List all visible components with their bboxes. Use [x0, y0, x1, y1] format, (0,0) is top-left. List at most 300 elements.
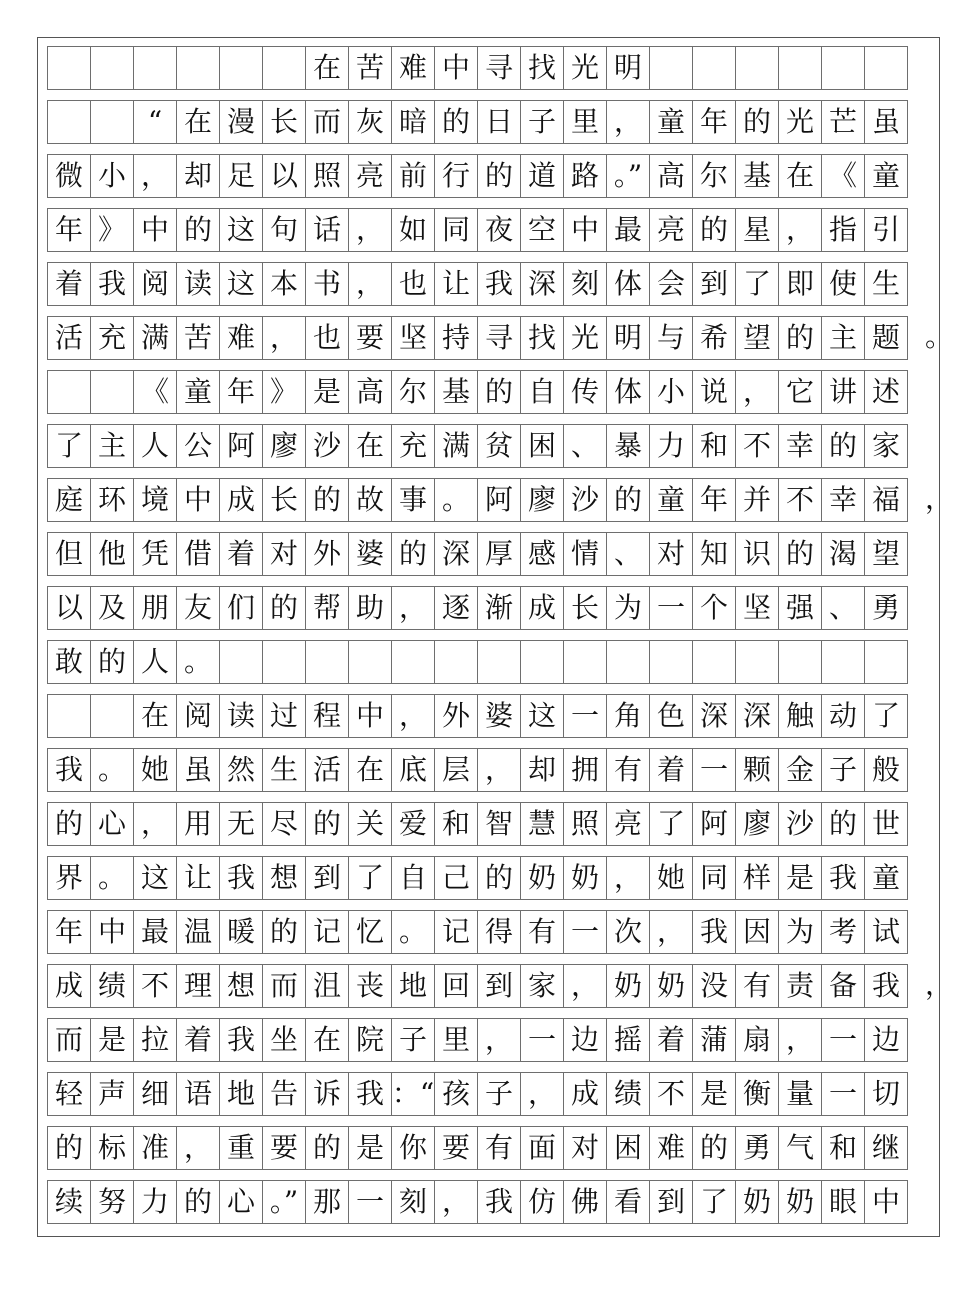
- grid-cell-char: ，: [477, 748, 521, 792]
- title-char: 难: [391, 46, 435, 90]
- grid-cell-char: 廖: [262, 424, 306, 468]
- grid-cell-char: 会: [649, 262, 693, 306]
- grid-cell-char: 凭: [133, 532, 177, 576]
- grid-cell-char: 到: [692, 262, 736, 306]
- grid-cell-char: 中: [563, 208, 607, 252]
- grid-cell-char: 然: [219, 748, 263, 792]
- grid-row: [47, 802, 908, 846]
- grid-cell-char: 望: [864, 532, 908, 576]
- grid-cell-char: 漫: [219, 100, 263, 144]
- grid-cell-char: 有: [735, 964, 779, 1008]
- grid-cell-char: 廖: [520, 478, 564, 522]
- grid-cell-char: 同: [692, 856, 736, 900]
- grid-cell-char: 界: [47, 856, 91, 900]
- grid-cell-char: 童: [649, 478, 693, 522]
- grid-cell-char: 助: [348, 586, 392, 630]
- grid-cell-char: 明: [606, 316, 650, 360]
- grid-cell-char: 不: [778, 478, 822, 522]
- grid-cell-char: 颗: [735, 748, 779, 792]
- grid-cell-char: 触: [778, 694, 822, 738]
- grid-cell-char: 坚: [391, 316, 435, 360]
- grid-cell-char: 持: [434, 316, 478, 360]
- grid-cell-char: 《: [133, 370, 177, 414]
- grid-row: [47, 1072, 908, 1116]
- grid-cell-char: 也: [391, 262, 435, 306]
- grid-cell-empty: [219, 640, 263, 684]
- grid-cell-char: 我: [219, 856, 263, 900]
- grid-cell-char: 却: [520, 748, 564, 792]
- grid-cell-char: 渐: [477, 586, 521, 630]
- grid-cell-char: 那: [305, 1180, 349, 1224]
- grid-cell-char: 你: [391, 1126, 435, 1170]
- grid-cell-char: 要: [434, 1126, 478, 1170]
- grid-cell-char: 个: [692, 586, 736, 630]
- grid-cell-empty: [692, 640, 736, 684]
- grid-cell-char: 日: [477, 100, 521, 144]
- grid-cell-char: 本: [262, 262, 306, 306]
- grid-cell-char: 照: [563, 802, 607, 846]
- grid-cell-char: 奶: [735, 1180, 779, 1224]
- grid-cell-char: 的: [477, 856, 521, 900]
- grid-cell-char: 阅: [133, 262, 177, 306]
- grid-cell-char: 用: [176, 802, 220, 846]
- grid-row: [47, 586, 908, 630]
- grid-cell-char: 次: [606, 910, 650, 954]
- grid-cell-char: 地: [391, 964, 435, 1008]
- grid-cell-char: 着: [176, 1018, 220, 1062]
- grid-cell-char: ，: [348, 262, 392, 306]
- grid-cell-char: 着: [219, 532, 263, 576]
- grid-cell-char: 眼: [821, 1180, 865, 1224]
- grid-cell-char: 这: [520, 694, 564, 738]
- grid-cell-char: 的: [692, 1126, 736, 1170]
- grid-cell-char: 到: [305, 856, 349, 900]
- grid-cell-char: 希: [692, 316, 736, 360]
- grid-cell-char: 底: [391, 748, 435, 792]
- grid-row: [47, 208, 908, 252]
- grid-cell-char: 理: [176, 964, 220, 1008]
- grid-cell-char: 量: [778, 1072, 822, 1116]
- grid-cell-char: 路: [563, 154, 607, 198]
- grid-cell-char: 长: [262, 100, 306, 144]
- grid-cell-char: 我: [477, 262, 521, 306]
- grid-cell-empty: [47, 370, 91, 414]
- grid-cell-char: 阿: [477, 478, 521, 522]
- grid-cell-char: 高: [649, 154, 693, 198]
- grid-cell-char: 着: [47, 262, 91, 306]
- grid-cell-char: 境: [133, 478, 177, 522]
- grid-cell-empty: [262, 46, 306, 90]
- grid-cell-char: 温: [176, 910, 220, 954]
- grid-cell-char: 为: [606, 586, 650, 630]
- grid-cell-char: 沙: [563, 478, 607, 522]
- grid-cell-char: ：“: [391, 1072, 435, 1116]
- grid-cell-char: 一: [692, 748, 736, 792]
- grid-cell-char: 让: [434, 262, 478, 306]
- grid-row: [47, 154, 908, 198]
- grid-row: [47, 910, 908, 954]
- grid-cell-char: 力: [133, 1180, 177, 1224]
- grid-cell-char: 读: [176, 262, 220, 306]
- grid-cell-char: 他: [90, 532, 134, 576]
- grid-cell-char: 拉: [133, 1018, 177, 1062]
- grid-cell-char: 看: [606, 1180, 650, 1224]
- grid-cell-char: 诉: [305, 1072, 349, 1116]
- grid-cell-char: 勇: [735, 1126, 779, 1170]
- grid-cell-char: 福: [864, 478, 908, 522]
- grid-cell-char: 的: [47, 1126, 91, 1170]
- grid-cell-char: 环: [90, 478, 134, 522]
- grid-cell-char: 一: [649, 586, 693, 630]
- grid-cell-char: 这: [219, 208, 263, 252]
- grid-row: [47, 748, 908, 792]
- grid-cell-char: 世: [864, 802, 908, 846]
- grid-cell-char: 以: [47, 586, 91, 630]
- grid-cell-char: 基: [735, 154, 779, 198]
- grid-cell-char: 尽: [262, 802, 306, 846]
- grid-cell-char: 却: [176, 154, 220, 198]
- grid-cell-empty: [348, 640, 392, 684]
- grid-cell-char: 敢: [47, 640, 91, 684]
- margin-punctuation: 。: [925, 320, 954, 353]
- grid-cell-char: 扇: [735, 1018, 779, 1062]
- grid-cell-char: 道: [520, 154, 564, 198]
- grid-cell-empty: [47, 694, 91, 738]
- grid-cell-char: 强: [778, 586, 822, 630]
- grid-cell-char: 事: [391, 478, 435, 522]
- grid-cell-char: 阅: [176, 694, 220, 738]
- grid-cell-char: 暗: [391, 100, 435, 144]
- grid-row: [47, 100, 908, 144]
- grid-cell-char: 子: [477, 1072, 521, 1116]
- grid-cell-empty: [391, 640, 435, 684]
- grid-cell-char: 责: [778, 964, 822, 1008]
- grid-cell-char: 小: [649, 370, 693, 414]
- grid-cell-empty: [90, 370, 134, 414]
- grid-cell-empty: [262, 640, 306, 684]
- grid-cell-char: 中: [90, 910, 134, 954]
- grid-cell-empty: [821, 46, 865, 90]
- grid-cell-char: 不: [735, 424, 779, 468]
- grid-cell-char: 是: [305, 370, 349, 414]
- grid-cell-char: 识: [735, 532, 779, 576]
- grid-cell-char: 指: [821, 208, 865, 252]
- grid-cell-char: 的: [262, 586, 306, 630]
- grid-cell-char: 幸: [778, 424, 822, 468]
- grid-cell-char: 。”: [262, 1180, 306, 1224]
- grid-cell-char: 它: [778, 370, 822, 414]
- grid-cell-char: 人: [133, 424, 177, 468]
- grid-cell-char: 也: [305, 316, 349, 360]
- grid-cell-char: 子: [821, 748, 865, 792]
- grid-cell-char: ，: [606, 100, 650, 144]
- grid-row: [47, 694, 908, 738]
- grid-cell-char: 光: [778, 100, 822, 144]
- grid-cell-char: 充: [391, 424, 435, 468]
- grid-row: [47, 856, 908, 900]
- grid-cell-char: 最: [606, 208, 650, 252]
- grid-cell-char: 苦: [176, 316, 220, 360]
- grid-cell-char: 夜: [477, 208, 521, 252]
- grid-cell-char: 一: [348, 1180, 392, 1224]
- grid-cell-char: 困: [606, 1126, 650, 1170]
- grid-cell-char: ，: [563, 964, 607, 1008]
- grid-cell-char: 题: [864, 316, 908, 360]
- grid-cell-char: 自: [391, 856, 435, 900]
- grid-cell-char: 角: [606, 694, 650, 738]
- grid-cell-empty: [778, 46, 822, 90]
- grid-cell-char: 一: [821, 1018, 865, 1062]
- grid-cell-char: 有: [520, 910, 564, 954]
- grid-cell-char: 了: [649, 802, 693, 846]
- grid-cell-char: 对: [563, 1126, 607, 1170]
- grid-cell-char: 外: [434, 694, 478, 738]
- grid-cell-char: 感: [520, 532, 564, 576]
- grid-cell-char: 慧: [520, 802, 564, 846]
- grid-cell-char: 这: [219, 262, 263, 306]
- grid-cell-char: 主: [821, 316, 865, 360]
- grid-cell-char: 深: [692, 694, 736, 738]
- title-row: [47, 46, 908, 90]
- grid-cell-char: 备: [821, 964, 865, 1008]
- grid-cell-char: 声: [90, 1072, 134, 1116]
- grid-cell-char: 继: [864, 1126, 908, 1170]
- grid-row: [47, 1018, 908, 1062]
- grid-cell-char: 深: [434, 532, 478, 576]
- grid-cell-char: 在: [305, 1018, 349, 1062]
- grid-cell-char: 基: [434, 370, 478, 414]
- grid-cell-char: 努: [90, 1180, 134, 1224]
- title-char: 明: [606, 46, 650, 90]
- grid-cell-char: 奶: [520, 856, 564, 900]
- title-char: 光: [563, 46, 607, 90]
- grid-cell-char: 知: [692, 532, 736, 576]
- grid-cell-char: 的: [391, 532, 435, 576]
- grid-cell-char: 的: [434, 100, 478, 144]
- grid-cell-char: 中: [176, 478, 220, 522]
- grid-cell-char: 满: [434, 424, 478, 468]
- grid-cell-char: 星: [735, 208, 779, 252]
- grid-cell-char: 续: [47, 1180, 91, 1224]
- grid-cell-char: 里: [434, 1018, 478, 1062]
- grid-cell-char: 有: [477, 1126, 521, 1170]
- grid-cell-char: 智: [477, 802, 521, 846]
- grid-cell-char: 外: [305, 532, 349, 576]
- grid-cell-char: 是: [90, 1018, 134, 1062]
- grid-cell-char: 的: [606, 478, 650, 522]
- grid-cell-char: 无: [219, 802, 263, 846]
- grid-cell-char: 到: [477, 964, 521, 1008]
- grid-cell-char: 为: [778, 910, 822, 954]
- grid-cell-char: 我: [219, 1018, 263, 1062]
- grid-cell-char: 中: [348, 694, 392, 738]
- grid-cell-char: 着: [649, 1018, 693, 1062]
- grid-cell-char: 准: [133, 1126, 177, 1170]
- grid-cell-char: 坚: [735, 586, 779, 630]
- grid-cell-empty: [735, 640, 779, 684]
- grid-cell-char: 虽: [176, 748, 220, 792]
- grid-cell-char: 年: [47, 910, 91, 954]
- grid-cell-char: 传: [563, 370, 607, 414]
- grid-cell-char: ，: [649, 910, 693, 954]
- grid-cell-char: 。: [391, 910, 435, 954]
- grid-row: [47, 640, 908, 684]
- grid-cell-char: 是: [692, 1072, 736, 1116]
- grid-cell-char: 充: [90, 316, 134, 360]
- grid-cell-char: 自: [520, 370, 564, 414]
- grid-cell-char: 芒: [821, 100, 865, 144]
- grid-row: [47, 370, 908, 414]
- grid-cell-char: 暖: [219, 910, 263, 954]
- grid-cell-char: 不: [133, 964, 177, 1008]
- grid-cell-char: 有: [606, 748, 650, 792]
- grid-cell-char: 沙: [778, 802, 822, 846]
- grid-cell-char: 的: [305, 1126, 349, 1170]
- grid-row: [47, 532, 908, 576]
- grid-cell-char: 沙: [305, 424, 349, 468]
- grid-cell-char: 的: [821, 802, 865, 846]
- grid-cell-char: ，: [778, 1018, 822, 1062]
- grid-cell-char: 奶: [778, 1180, 822, 1224]
- grid-cell-char: 廖: [735, 802, 779, 846]
- grid-cell-char: 足: [219, 154, 263, 198]
- grid-cell-char: 色: [649, 694, 693, 738]
- grid-cell-char: ，: [606, 856, 650, 900]
- grid-cell-char: ，: [391, 586, 435, 630]
- grid-rows: [47, 46, 908, 1234]
- grid-cell-char: 句: [262, 208, 306, 252]
- grid-cell-char: 年: [219, 370, 263, 414]
- grid-cell-char: 寻: [477, 316, 521, 360]
- grid-cell-char: 的: [821, 424, 865, 468]
- grid-cell-char: 情: [563, 532, 607, 576]
- grid-cell-empty: [649, 640, 693, 684]
- grid-cell-char: 坐: [262, 1018, 306, 1062]
- grid-cell-char: 仿: [520, 1180, 564, 1224]
- grid-cell-char: 摇: [606, 1018, 650, 1062]
- grid-cell-char: 记: [305, 910, 349, 954]
- grid-cell-char: 爱: [391, 802, 435, 846]
- grid-cell-char: 生: [262, 748, 306, 792]
- grid-cell-empty: [133, 46, 177, 90]
- grid-cell-char: 了: [735, 262, 779, 306]
- title-char: 苦: [348, 46, 392, 90]
- grid-cell-char: 成: [563, 1072, 607, 1116]
- grid-cell-char: 书: [305, 262, 349, 306]
- grid-cell-char: ，: [262, 316, 306, 360]
- grid-cell-char: 轻: [47, 1072, 91, 1116]
- grid-cell-char: 述: [864, 370, 908, 414]
- grid-cell-char: 地: [219, 1072, 263, 1116]
- grid-cell-char: 的: [90, 640, 134, 684]
- grid-cell-char: ，: [434, 1180, 478, 1224]
- grid-cell-empty: [434, 640, 478, 684]
- grid-cell-char: 层: [434, 748, 478, 792]
- grid-cell-char: 阿: [692, 802, 736, 846]
- grid-cell-char: 标: [90, 1126, 134, 1170]
- grid-cell-char: 丧: [348, 964, 392, 1008]
- grid-cell-char: 得: [477, 910, 521, 954]
- grid-cell-empty: [864, 46, 908, 90]
- grid-cell-char: 的: [262, 910, 306, 954]
- grid-cell-char: 我: [477, 1180, 521, 1224]
- grid-cell-char: 但: [47, 532, 91, 576]
- grid-cell-char: 虽: [864, 100, 908, 144]
- grid-cell-char: 童: [176, 370, 220, 414]
- grid-cell-char: 在: [778, 154, 822, 198]
- grid-cell-char: 是: [778, 856, 822, 900]
- grid-cell-char: 奶: [606, 964, 650, 1008]
- grid-cell-char: 长: [262, 478, 306, 522]
- grid-cell-char: 子: [391, 1018, 435, 1062]
- grid-row: [47, 1126, 908, 1170]
- grid-cell-char: 语: [176, 1072, 220, 1116]
- grid-cell-char: 动: [821, 694, 865, 738]
- grid-cell-char: 。: [90, 748, 134, 792]
- grid-cell-char: 同: [434, 208, 478, 252]
- grid-cell-char: ，: [133, 154, 177, 198]
- grid-row: [47, 1180, 908, 1224]
- grid-cell-char: 中: [864, 1180, 908, 1224]
- title-char: 找: [520, 46, 564, 90]
- grid-cell-char: 活: [47, 316, 91, 360]
- grid-cell-char: 了: [864, 694, 908, 738]
- grid-cell-char: 公: [176, 424, 220, 468]
- grid-cell-char: 最: [133, 910, 177, 954]
- grid-cell-empty: [692, 46, 736, 90]
- grid-cell-char: 在: [348, 748, 392, 792]
- grid-cell-empty: [47, 46, 91, 90]
- grid-cell-char: 幸: [821, 478, 865, 522]
- grid-cell-char: 深: [735, 694, 779, 738]
- grid-cell-char: 。: [90, 856, 134, 900]
- grid-cell-char: 一: [821, 1072, 865, 1116]
- grid-cell-char: 而: [305, 100, 349, 144]
- grid-cell-char: 和: [434, 802, 478, 846]
- grid-cell-char: 心: [219, 1180, 263, 1224]
- grid-cell-char: 孩: [434, 1072, 478, 1116]
- grid-cell-char: 难: [649, 1126, 693, 1170]
- grid-cell-char: 灰: [348, 100, 392, 144]
- grid-cell-char: 亮: [348, 154, 392, 198]
- grid-cell-char: 考: [821, 910, 865, 954]
- grid-row: [47, 316, 908, 360]
- grid-cell-char: 行: [434, 154, 478, 198]
- grid-cell-char: 金: [778, 748, 822, 792]
- grid-cell-char: 我: [692, 910, 736, 954]
- grid-cell-char: 成: [520, 586, 564, 630]
- grid-cell-char: 想: [262, 856, 306, 900]
- grid-cell-char: 引: [864, 208, 908, 252]
- grid-cell-char: 尔: [692, 154, 736, 198]
- grid-cell-char: 己: [434, 856, 478, 900]
- grid-cell-empty: [649, 46, 693, 90]
- grid-row: [47, 478, 908, 522]
- grid-cell-char: 和: [692, 424, 736, 468]
- grid-cell-char: 。: [434, 478, 478, 522]
- grid-cell-char: 故: [348, 478, 392, 522]
- grid-cell-char: 气: [778, 1126, 822, 1170]
- grid-cell-char: 读: [219, 694, 263, 738]
- grid-cell-char: 样: [735, 856, 779, 900]
- grid-cell-char: 主: [90, 424, 134, 468]
- grid-cell-char: 的: [477, 154, 521, 198]
- grid-cell-empty: [305, 640, 349, 684]
- grid-row: [47, 964, 908, 1008]
- grid-cell-char: 的: [47, 802, 91, 846]
- grid-cell-char: 的: [778, 532, 822, 576]
- grid-cell-char: 以: [262, 154, 306, 198]
